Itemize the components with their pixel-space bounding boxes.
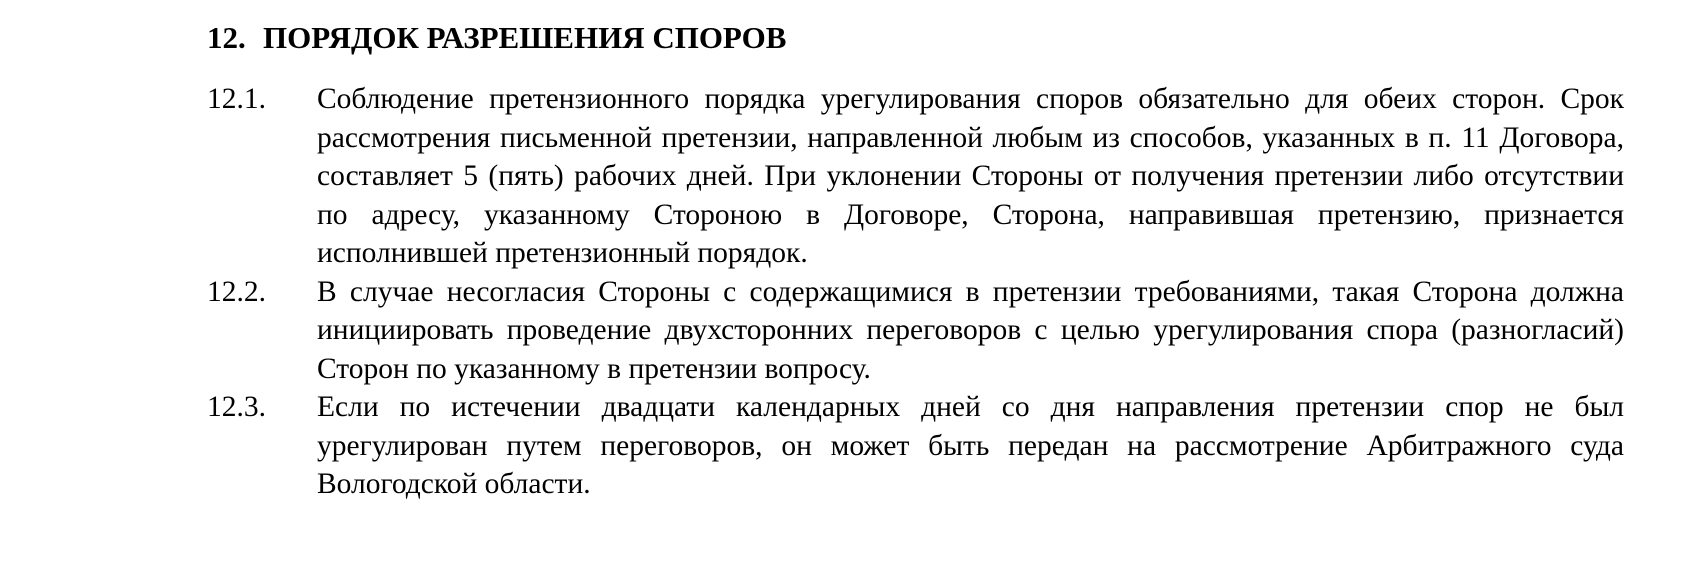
clause-12-1 xyxy=(207,80,1624,273)
clause-12-2 xyxy=(207,273,1624,389)
clause-12-3 xyxy=(207,388,1624,504)
section-number: 12. xyxy=(207,20,246,55)
section-title: ПОРЯДОК РАЗРЕШЕНИЯ СПОРОВ xyxy=(263,20,787,55)
document-page xyxy=(207,18,1624,504)
clause-number: 12.2. xyxy=(207,275,266,308)
clause-text: В случае несогласия Стороны с содержащимися в претензии требованиями, такая Сторона должна инициировать проведение двухсторонних переговоров с целью урегулирования спора (разногласий) Сторон по указанному в претензии вопросу. xyxy=(317,275,1624,385)
clause-number: 12.1. xyxy=(207,83,266,115)
clause-text: Соблюдение претензионного порядка урегулирования споров обязательно для обеих сторон. Срок рассмотрения письменной претензии, направленной любым из способов, указанных в п. 11 Договора, составляет 5 (пять) рабочих дней. При уклонении Стороны от получения претензии либо отсутствии по адресу, указанному Стороною в Договоре, Сторона, направившая претензию, признается исполнившей претензионный порядок. xyxy=(317,83,1624,269)
clause-text: Если по истечении двадцати календарных дней со дня направления претензии спор не был урегулирован путем переговоров, он может быть передан на рассмотрение Арбитражного суда Вологодской области. xyxy=(317,391,1624,500)
clause-number: 12.3. xyxy=(207,391,266,423)
section-heading xyxy=(207,18,1624,58)
